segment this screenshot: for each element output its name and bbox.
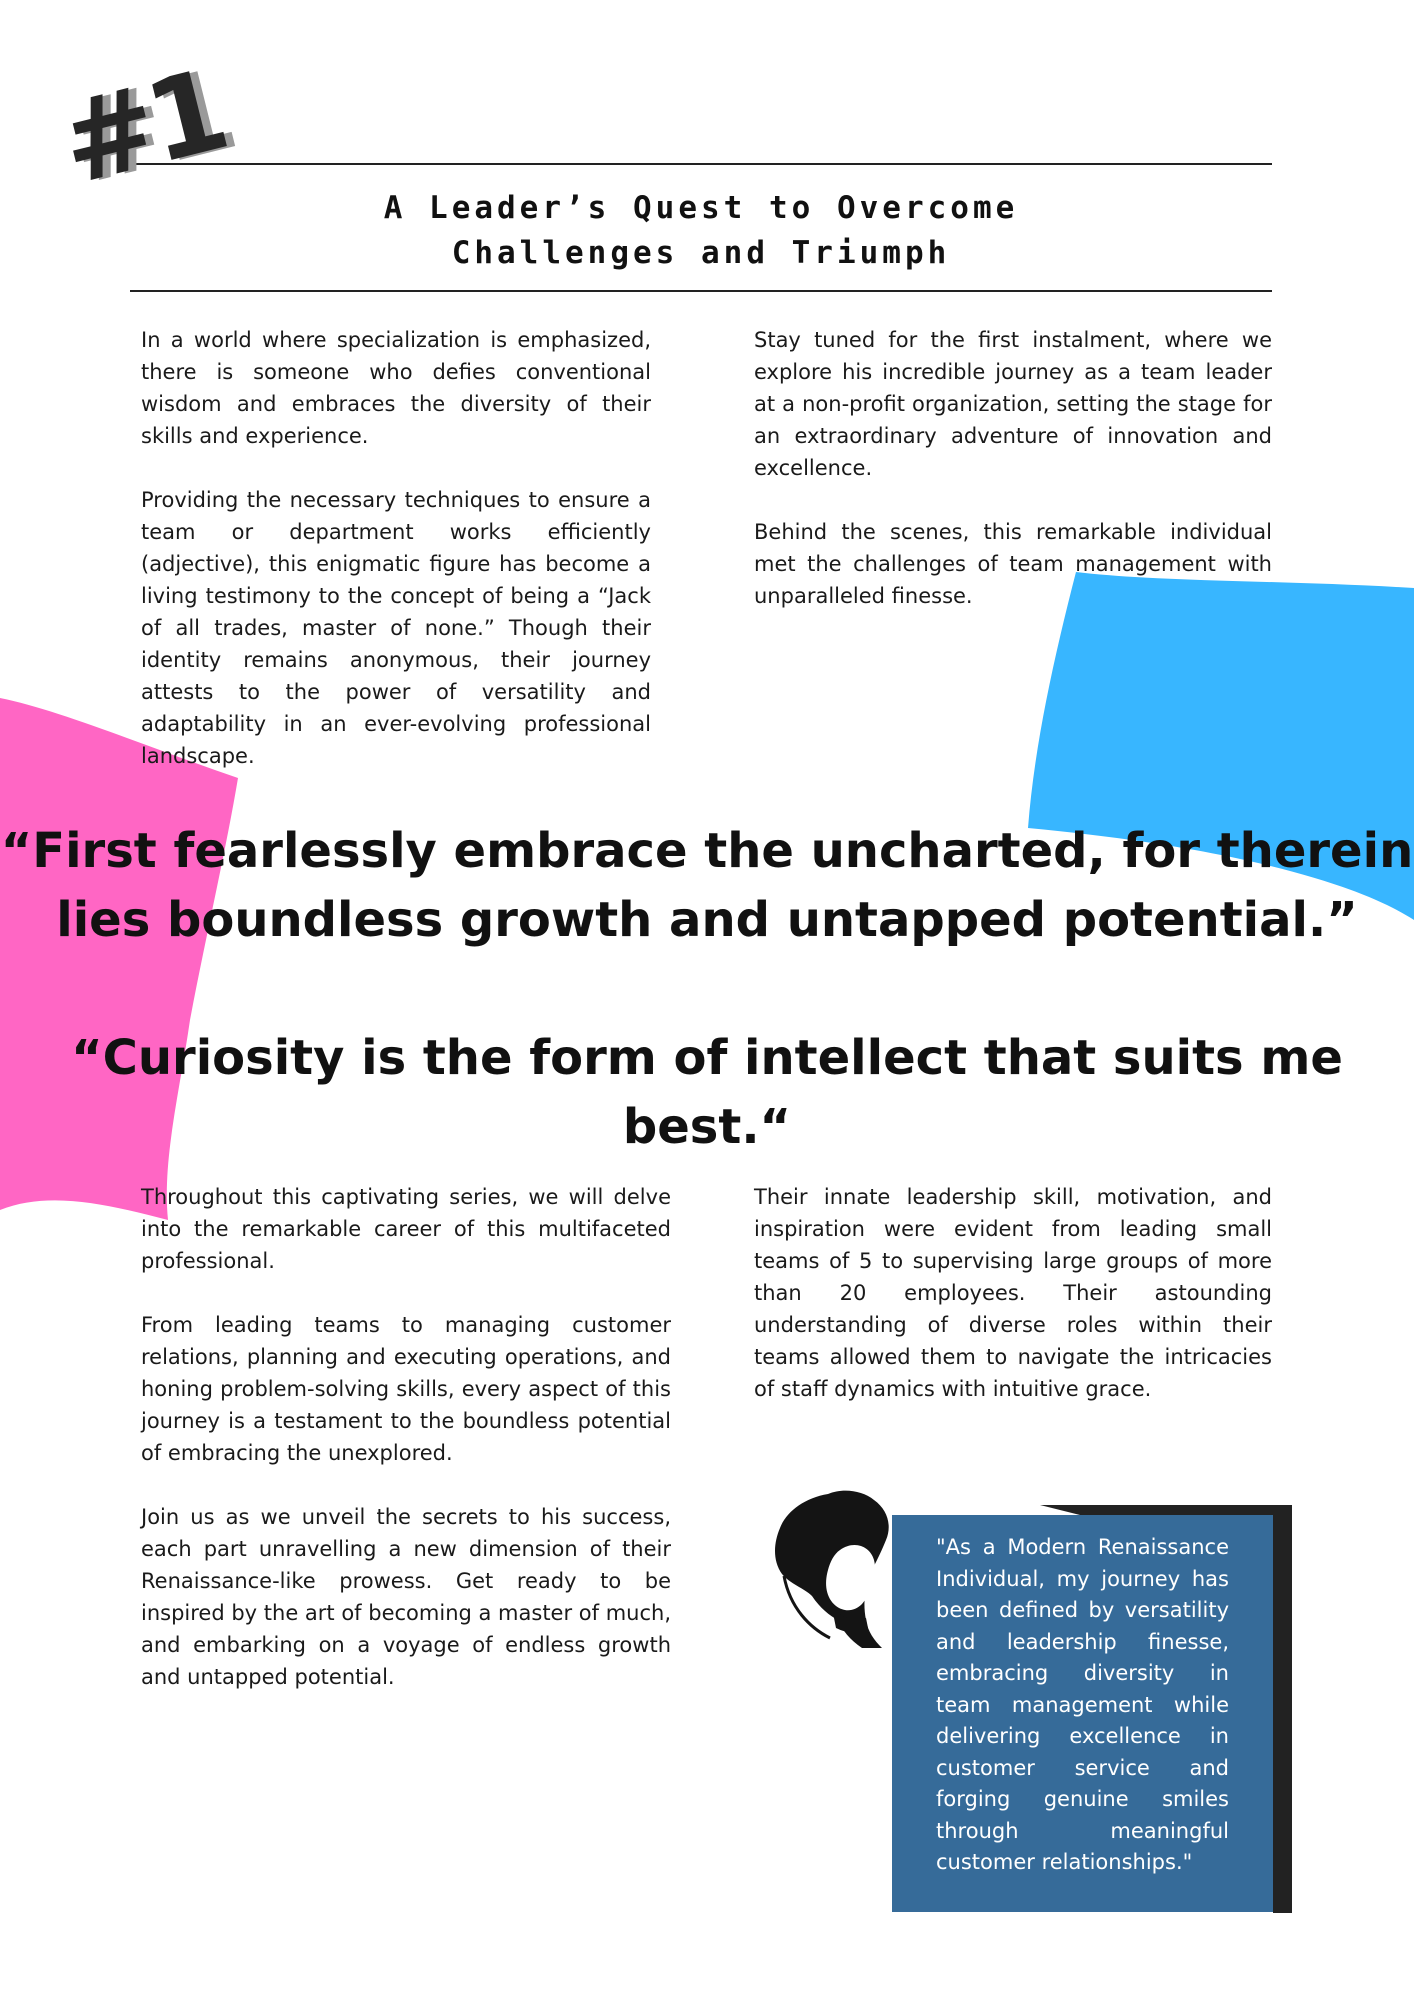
- intro-left-column: [141, 324, 651, 804]
- issue-number-badge: #1: [48, 45, 236, 211]
- paragraph: In a world where specialization is emphasized, there is someone who defies conventional wisdom and embraces the diversity of their skills and experience.: [141, 328, 651, 448]
- title-line-1: A Leader’s Quest to Overcome: [383, 190, 1019, 226]
- paragraph: From leading teams to managing customer relations, planning and executing operations, and honing problem-solving skills, every aspect of this journey is a testament to the boundless potential of embracing the unexplored.: [141, 1313, 671, 1465]
- paragraph: Stay tuned for the first instalment, where we explore his incredible journey as a team leader at a non-profit organization, setting the stage for an extraordinary adventure of innovation and excellence.: [754, 328, 1272, 480]
- paragraph: Throughout this captivating series, we will delve into the remarkable career of this multifaceted professional.: [141, 1185, 671, 1273]
- paragraph: Join us as we unveil the secrets to his success, each part unravelling a new dimension of their Renaissance-like prowess. Get ready to be inspired by the art of becoming a master of much, and embarking on a voyage of endless growth and untapped potential.: [141, 1505, 671, 1689]
- body-right-column: [754, 1181, 1272, 1437]
- testimonial-card: [892, 1515, 1273, 1912]
- header-bottom-rule: [130, 290, 1272, 292]
- intro-right-column: [754, 324, 1272, 644]
- paragraph: Behind the scenes, this remarkable individual met the challenges of team management with unparalleled finesse.: [754, 520, 1272, 608]
- person-silhouette-icon: [770, 1488, 910, 1653]
- pull-quote-2: “Curiosity is the form of intellect that suits me best.“: [71, 1030, 1343, 1155]
- body-left-column: [141, 1181, 671, 1725]
- pull-quote-1-line-1: “First fearlessly embrace the uncharted, for therein: [0, 823, 1414, 879]
- pull-quote-1-line-2: lies boundless growth and untapped potential.”: [56, 892, 1358, 948]
- paragraph: Providing the necessary techniques to ensure a team or department works efficiently (adjective), this enigmatic figure has become a living testimony to the concept of being a “Jack of all trades, master of none.” Though their identity remains anonymous, their journey attests to the power of versatility and adaptability in an ever-evolving professional landscape.: [141, 488, 651, 768]
- testimonial-text: "As a Modern Renaissance Individual, my journey has been defined by versatility and leadership finesse, embracing diversity in team management while delivering excellence in customer service and forging genuine smiles through meaningful customer relationships.": [936, 1535, 1229, 1874]
- pull-quote-1: [0, 817, 1414, 955]
- header-top-rule: [130, 163, 1272, 165]
- page-title: [130, 186, 1272, 276]
- title-line-2: Challenges and Triumph: [451, 235, 951, 271]
- paragraph: Their innate leadership skill, motivation, and inspiration were evident from leading small teams of 5 to supervising large groups of more than 20 employees. Their astounding understanding of diverse roles within their teams allowed them to navigate the intricacies of staff dynamics with intuitive grace.: [754, 1185, 1272, 1401]
